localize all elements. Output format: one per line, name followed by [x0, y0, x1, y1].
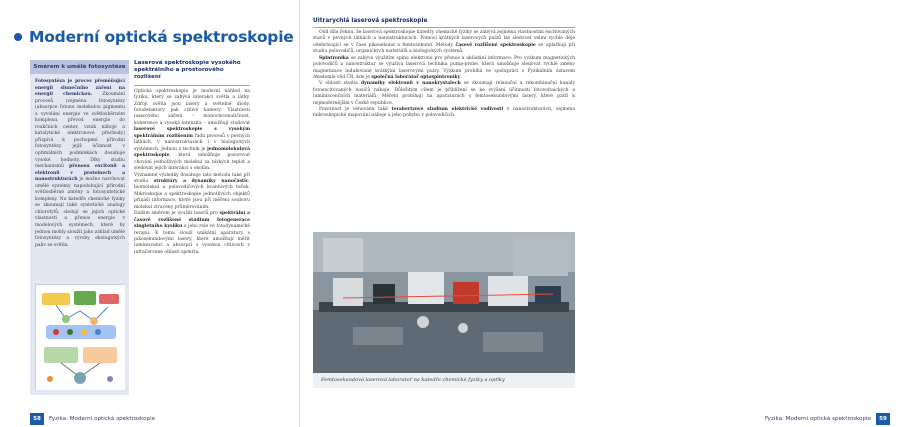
page-number: 59	[876, 413, 890, 425]
text: Pozornost je věnována také	[319, 107, 392, 113]
sidebar-text	[30, 74, 129, 278]
laboratory-photo	[313, 232, 575, 388]
text: , která umožňuje pozorovat chování jednotlivých molekul za nízkých teplot a sledovat jejich interakci s okolím.	[134, 153, 250, 172]
text-bold: laserové spektroskopie s vysokým spektrálním rozlišením	[134, 127, 250, 139]
headline	[14, 28, 294, 46]
article-left	[134, 60, 250, 395]
text: se uplatňují při studiu polovodičů, organických materiálů a biologických systémů.	[313, 42, 575, 55]
right-paragraph	[313, 56, 575, 82]
text: V oblasti studia	[319, 81, 361, 87]
text: Optická spektroskopie je moderní náhled na fyziku, který se zabývá interakcí světla a látky. Zdroji světla jsou lasery a světelné diody, fotodetektory pak citlivé kamery. Vlastnosti laserového záření – monochromatičnost, koherence a vysoká intenzita – umožňují studovat	[134, 88, 250, 126]
right-rule	[313, 27, 575, 28]
article-left-paragraph	[134, 173, 250, 212]
photo-caption: Femtosekundová laserová laboratoř na katedře chemické fyziky a optiky	[313, 373, 575, 388]
text: .	[460, 74, 462, 80]
text-bold: časově rozlišené spektroskopie	[455, 42, 536, 48]
footer-right	[630, 410, 900, 427]
sidebar-bold-2: přenosu excitonů a elektronů v proteinech a nanostrukturách	[35, 164, 125, 183]
right-page	[300, 0, 887, 427]
article-left-paragraph	[134, 211, 250, 256]
text: Významné výsledky dosahuje tato metoda také při studiu	[134, 172, 250, 184]
article-left-title: Laserová spektroskopie vysokého spektrálního a prostorového rozlišení	[134, 60, 241, 81]
page-number: 58	[30, 413, 44, 425]
text-bold: struktury a dynamiky nanočástic	[153, 178, 249, 184]
sidebar-text-2: je možno navrhovat umělé systémy napodobující přírodní světlosběrné antény a fotosyntetické komplexy. Na katedře chemické fyziky se zkoumají také syntetické analogy chlorofylů, sledují se jejich optické vlastnosti a přenos energie v modelových systémech, které by jednou mohly sloužit jako základ umělé fotosyntézy a výroby ekologických paliv ze světla.	[35, 177, 125, 248]
text: se zkoumají relaxační a rekombinační kanály fotoexcitovaných nosičů náboje. Důležitým cílem je přiblížení se ke zvýšení účinnosti fotovoltaických a luminiscenčních materiálů. Měření probíhají na aparaturách s femtosekundovými lasery, které patří k nejmodernějším v České republice.	[313, 81, 575, 106]
footer-section: Fyzika: Moderní optická spektroskopie	[764, 415, 871, 422]
right-body	[313, 30, 575, 230]
footer-left	[30, 410, 250, 427]
photosynthesis-diagram	[35, 284, 124, 389]
laser-lab-photo-icon	[313, 232, 575, 388]
left-page	[0, 0, 300, 427]
page-title: Moderní optická spektroskopie	[29, 28, 294, 46]
right-paragraph	[313, 107, 575, 120]
text-bold: dynamiky elektronů v nanokrystalech	[360, 81, 461, 87]
text: řadu procesů v pevných látkách, v nanostrukturách i v biologických systémech. Jednou z technik je	[134, 133, 250, 152]
text-bold: jednomolekulová spektroskopie	[134, 146, 250, 159]
photosynthesis-diagram-icon	[36, 285, 125, 390]
footer-section: Fyzika: Moderní optická spektroskopie	[49, 415, 156, 422]
text: Dalším směrem je využití laserů pro	[134, 211, 220, 217]
sidebar-lead: Fotosyntéza je proces přeměňující energii slunečního záření na energii chemickou.	[35, 79, 125, 98]
sidebar-box	[30, 60, 129, 395]
right-section-title: Ultrarychlá laserová spektroskopie	[313, 18, 428, 24]
sidebar-text-1: Zkoumání procesů (zejména fotosyntézy (absorpce fotonu molekulou pigmentu a vyvolání energie ve světlosběrném komplexu, převod energie do reakčních center, vznik náboje a katalytické elektronové přechody) přispívá k pochopení přírodní fotosyntézy, jejíž účinnost v optimálních podmínkách dosahuje vysoké hodnoty. Díky studiu mechanismů	[35, 92, 125, 170]
text: v nanostrukturách, zejména mikroskopické mapování náboje a jeho pohybu v polovodičích.	[313, 107, 575, 119]
text-bold: spektrální a časově rozlišené studium fotogenerace singletního kyslíku	[134, 211, 250, 230]
sidebar-title: Směrem k umělé fotosyntéze	[30, 60, 129, 74]
article-left-paragraph	[134, 89, 250, 173]
text: a jeho role ve fotodynamické terapii. K tomu slouží unikátní aparatury s pikosekundovými lasery, které umožňují měřit luminiscenci a absorpci s vysokou citlivostí v infračervené oblasti spektra.	[134, 224, 250, 255]
text: Odd dílu řeknu, že laserová spektroskopie katedry chemické fyziky se zabývá zejména vlastnostmi excitovaných stavů v pevných látkách a nanostrukturách. Pomocí krátkých laserových pulzů lze sledovat velmi rychlé děje odehrávající se v čase pikosekund a femtosekund. Metody	[313, 30, 575, 48]
article-left-body	[134, 89, 250, 399]
right-paragraph	[313, 81, 575, 107]
headline-bullet-icon	[14, 33, 22, 41]
article-left-rule	[134, 85, 250, 86]
text-bold: terahertzové studium elektrické vodivosti	[391, 107, 504, 113]
text: , biomolekul a polovodičových kvantových teček. Mikroskopie a spektroskopie jednotlivých objektů přináší informace, které jsou při měření souboru molekul ztraceny průměrováním.	[134, 178, 251, 210]
text-bold: společná laboratoř optospintroniky	[371, 74, 461, 80]
text-bold: Spintronika	[319, 55, 349, 61]
right-paragraph	[313, 30, 575, 56]
text: se zabývá využitím spinu elektronu pro přenos a ukládání informace. Pro výzkum magnetických polovodičů a nanostruktur se využívá laserová technika pump-probe, která umožňuje sledovat rychlé změny magnetizace indukované krátkými laserovými pulzy. Výzkum probíhá ve spolupráci s Fyzikálním ústavem Akademie věd ČR, kde je	[313, 55, 575, 80]
